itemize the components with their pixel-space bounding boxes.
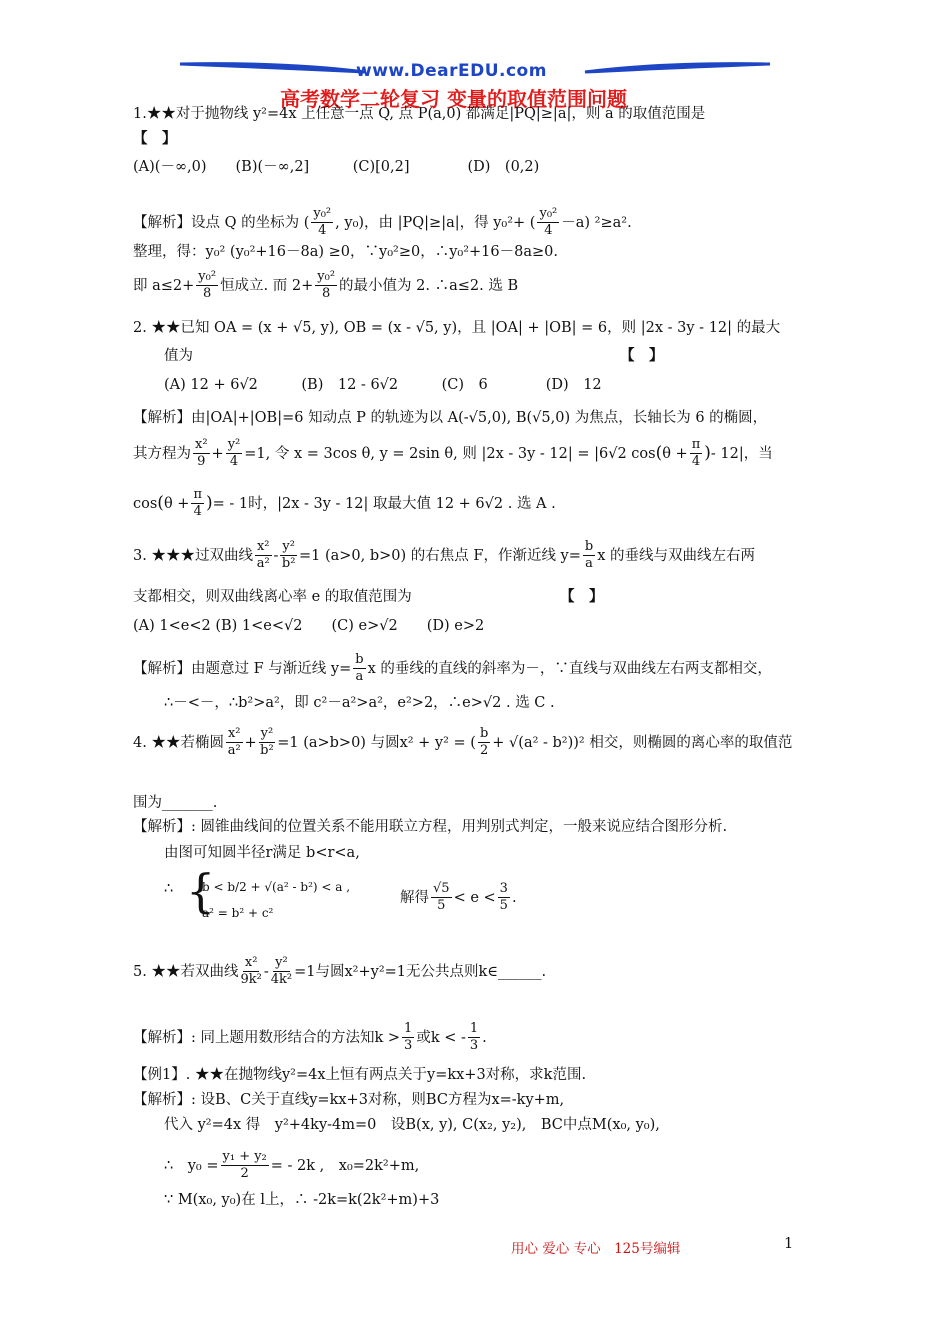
q5-frac-x2-9k2 — [240, 956, 261, 988]
q5-k-lt: k < - — [430, 1029, 466, 1046]
frac-num: b — [478, 727, 490, 743]
frac-den: 4 — [193, 504, 202, 520]
q5-k-gt: k > — [374, 1029, 401, 1046]
frac-den: a — [355, 669, 364, 685]
q2-sol2-c: - 12|，当 — [710, 445, 773, 462]
frac-den: 4 — [229, 454, 239, 470]
q3-stem-a: 3. ★★★过双曲线 — [133, 547, 253, 564]
frac-den: 3 — [469, 1038, 479, 1054]
page-number: 1 — [784, 1236, 794, 1252]
frac-num: y² — [280, 540, 297, 556]
frac-num: x² — [226, 727, 243, 743]
q1-sol-a: 【解析】设点 Q 的坐标为 ( — [133, 214, 310, 231]
q4-therefore: ∴ — [164, 881, 174, 897]
q4-stem-c: x² + y² = ( — [399, 734, 476, 751]
frac-num: b — [353, 653, 365, 669]
q2-theta: θ + — [662, 445, 688, 462]
q5-stem: 5. ★★若双曲线 $\frac{\text{x²}}{\text{9k²}}$ - $\frac{\text{y²}}{\text{4k²}}$ =1与圆x²+y²=1无公共点则k∈______. — [133, 955, 547, 988]
q2-frac-x2-9 — [193, 438, 210, 470]
frac-num: y² — [259, 727, 276, 743]
q1-stem: 1.★★对于抛物线 y²=4x 上任意一点 Q, 点 P(a,0) 都满足|PQ|≥|a|，则 a 的取值范围是 — [133, 106, 706, 122]
page-title: 高考数学二轮复习 变量的取值范围问题 — [280, 87, 627, 111]
frac-den: 9 — [197, 454, 206, 470]
q5-frac-1-3-b — [468, 1022, 480, 1054]
frac-den: b² — [281, 556, 296, 572]
frac-num: 1 — [468, 1022, 480, 1038]
q1-sol-b: , y₀)，由 |PQ|≥|a|，得 y₀²+ ( — [335, 214, 536, 231]
ex1-solution-line3 — [164, 1150, 419, 1182]
q4-stem-a: 4. ★★若椭圆 — [133, 734, 224, 751]
q3-stem-b: =1 (a>0, b>0) 的右焦点 F，作渐近线 y= — [298, 547, 581, 564]
q5-stem-b: 与圆x²+y²=1无公共点则k∈______. — [315, 963, 547, 980]
frac-den: 4 — [691, 454, 701, 470]
ex1-sol3-a: ∴ y₀ = — [164, 1157, 219, 1174]
q5-sol-c: . — [482, 1029, 487, 1046]
q4-system-eq2: a² = b² + c² — [202, 906, 274, 920]
frac-num: 1 — [402, 1022, 414, 1038]
frac-num: y₀² — [315, 270, 337, 286]
q2-stem: 2. ★★已知 OA = (x + √5, y), OB = (x - √5, y)，且 |OA| + |OB| = 6，则 |2x - 3y - 12| 的最大 — [133, 320, 781, 336]
q3-stem: 3. ★★★过双曲线 $\frac{\text{x²}}{\text{a²}}$ - $\frac{\text{y²}}{\text{b²}}$ =1 (a>0, b>0) 的右焦点 F，作渐近线 y= $\frac{b}{a}$ x 的垂线与双曲线左右两 — [133, 539, 756, 572]
q1-frac-y0sq-4 — [311, 207, 333, 239]
q5-frac-y2-4k2 — [271, 956, 292, 988]
frac-num: x² — [193, 438, 210, 454]
q1-frac-y0sq-8 — [196, 270, 218, 302]
q4-stem-d: + √(a² - b²))² 相交，则椭圆的离心率的取值范 — [492, 734, 793, 751]
frac-den: 2 — [240, 1166, 249, 1182]
q4-frac-x2-a2 — [226, 727, 243, 759]
swoosh-left — [180, 64, 365, 72]
ex1-frac-y1y2-2 — [221, 1150, 269, 1182]
q2-sol3-b: = - 1时，|2x - 3y - 12| 取最大值 12 + 6√2 . 选 A . — [212, 495, 556, 512]
q2-solution-line1: 【解析】由|OA|+|OB|=6 知动点 P 的轨迹为以 A(-√5,0), B(√5,0) 为焦点，长轴长为 6 的椭圆， — [133, 410, 768, 426]
q2-solution-line3: cos(θ + $\frac{\pi}{4}$ )= - 1时，|2x - 3y - 12| 取最大值 12 + 6√2 . 选 A . — [133, 487, 556, 520]
frac-num: √5 — [431, 882, 452, 898]
ex1-solution-line1: 【解析】: 设B、C关于直线y=kx+3对称，则BC方程为x=-ky+m, — [133, 1092, 565, 1108]
q3-frac-x2-a2 — [255, 540, 272, 572]
q4-stem: 4. ★★若椭圆 $\frac{\text{x²}}{\text{a²}}$ + $\frac{\text{y²}}{\text{b²}}$ =1 (a>b>0) 与圆x² + y² = ( $\frac{b}{2}$ + √(a² - b²))² 相交，则椭圆的离心率的取值范 — [133, 726, 793, 759]
q3-sol1-a: 【解析】由题意过 F 与渐近线 y= — [133, 660, 352, 677]
ex1-solution-line4: ∵ M(x₀, y₀)在 l上，∴ -2k=k(2k²+m)+3 — [164, 1192, 440, 1208]
frac-den: 4k² — [270, 972, 293, 988]
frac-num: y₀² — [196, 270, 218, 286]
q5-stem-a: 5. ★★若双曲线 — [133, 963, 239, 980]
ex1-stem: 【例1】. ★★在抛物线y²=4x上恒有两点关于y=kx+3对称，求k范围. — [133, 1067, 587, 1083]
frac-den: 8 — [203, 286, 212, 302]
q2-stem-2: 值为 — [164, 348, 193, 364]
q1-bracket: 【 】 — [133, 130, 177, 147]
q3-solution-line2: ∴－<－，∴b²>a²，即 c²－a²>a²，e²>2，∴e>√2 . 选 C . — [164, 695, 555, 711]
frac-den: a — [585, 556, 593, 572]
frac-num: y₀² — [311, 207, 333, 223]
q3-frac-b-a — [583, 540, 595, 572]
site-logo-text[interactable]: www.DearEDU.com — [356, 61, 547, 81]
q4-system-brace: { — [186, 864, 216, 918]
q1-options: (A)(－∞,0) (B)(－∞,2] (C)[0,2] (D) (0,2) — [133, 159, 540, 175]
q5-eq1: =1 — [294, 963, 316, 980]
q1-sol3-b: 恒成立. 而 2+ — [220, 277, 314, 294]
frac-den: 4 — [544, 223, 553, 239]
q4-frac-y2-b2 — [259, 727, 276, 759]
q3-options: (A) 1<e<2 (B) 1<e<√2 (C) e>√2 (D) e>2 — [133, 618, 485, 634]
q4-solution-line2: 由图可知圆半径r满足 b<r<a, — [164, 845, 360, 861]
frac-num: x² — [255, 540, 272, 556]
frac-den: 5 — [437, 898, 446, 914]
frac-num: y² — [226, 438, 243, 454]
frac-den: 9k² — [240, 972, 262, 988]
q3-frac-y2-b2 — [280, 540, 297, 572]
q5-sol-a: 【解析】: 同上题用数形结合的方法知 — [133, 1029, 375, 1046]
q1-sol3-a: 即 a≤2+ — [133, 277, 195, 294]
frac-den: 3 — [404, 1038, 413, 1054]
frac-num: x² — [243, 956, 260, 972]
q5-frac-1-3 — [402, 1022, 414, 1054]
q3-frac-b-a-2 — [353, 653, 365, 685]
footer-slogan: 用心 爱心 专心 125号编辑 — [511, 1241, 681, 1257]
q2-sol2-a: 其方程为 — [133, 445, 191, 462]
q2-theta-2: θ + — [163, 495, 190, 512]
q2-frac-pi-4-b — [191, 488, 204, 520]
frac-den: a² — [227, 743, 241, 759]
q1-solution-line1 — [133, 207, 632, 239]
q3-solution-line1 — [133, 653, 772, 685]
q4-solution-line1: 【解析】: 圆锥曲线间的位置关系不能用联立方程，用判别式判定，一般来说应结合图形分析. — [133, 819, 728, 835]
frac-den: b² — [260, 743, 274, 759]
ex1-solution-line2: 代入 y²=4x 得 y²+4ky-4m=0 设B(x, y), C(x₂, y₂), BC中点M(x₀, y₀), — [164, 1117, 660, 1133]
q4-ans-mid: < e < — [453, 889, 496, 906]
q5-solution — [133, 1022, 487, 1054]
q2-sol2-b: =1, 令 x = 3cos θ, y = 2sin θ, 则 |2x - 3y - 12| = |6√2 cos — [244, 445, 656, 462]
q2-solution-line2: 其方程为 $\frac{\text{x²}}{9}$ + $\frac{\text{y²}}{4}$ =1, 令 x = 3cos θ, y = 2sin θ, 则 |2x - 3y - 12| = |6√2 cos(θ + $\frac{\pi}{4}$ )- 12|，当 — [133, 437, 773, 470]
q3-stem-c: x 的垂线与双曲线左右两 — [597, 547, 756, 564]
q2-frac-y2-4 — [226, 438, 243, 470]
q1-solution-line2: 整理，得：y₀² (y₀²+16－8a) ≥0，∵y₀²≥0，∴y₀²+16－8a≥0. — [133, 244, 558, 260]
frac-num: y₀² — [537, 207, 559, 223]
frac-den: 8 — [322, 286, 331, 302]
q4-stem-2: 围为_______. — [133, 795, 218, 811]
q2-options: (A) 12 + 6√2 (B) 12 - 6√2 (C) 6 (D) 12 — [164, 377, 602, 393]
ex1-sol3-b: = - 2k , x₀=2k²+m, — [270, 1157, 420, 1174]
swoosh-right — [585, 64, 770, 72]
q2-bracket: 【 】 — [620, 347, 664, 364]
q5-sol-b: 或 — [416, 1029, 431, 1046]
q4-frac-3-5 — [498, 882, 510, 914]
q3-sol1-b: x 的垂线的直线的斜率为－，∵直线与双曲线左右两支都相交， — [367, 660, 772, 677]
frac-num: y₁ + y₂ — [221, 1150, 269, 1166]
frac-num: y² — [273, 956, 290, 972]
q1-sol3-c: 的最小值为 2. ∴a≤2. 选 B — [339, 277, 519, 294]
q1-solution-line3 — [133, 270, 518, 302]
frac-num: π — [191, 488, 204, 504]
q3-bracket: 【 】 — [560, 588, 604, 605]
q1-sol-c: －a) ²≥a². — [561, 214, 632, 231]
frac-num: π — [690, 438, 703, 454]
frac-den: a² — [256, 556, 270, 572]
q4-frac-sqrt5-5 — [431, 882, 452, 914]
q4-sol3: 解得 — [400, 889, 429, 906]
q2-frac-pi-4 — [690, 438, 703, 470]
frac-num: 3 — [498, 882, 510, 898]
q3-stem-2: 支都相交，则双曲线离心率 e 的取值范围为 — [133, 589, 412, 605]
q2-sol3-a: cos — [133, 495, 158, 512]
frac-num: b — [583, 540, 595, 556]
q4-stem-b: =1 (a>b>0) 与圆 — [277, 734, 400, 751]
q4-frac-b-2: $\frac{b}{2}$ — [479, 726, 489, 759]
frac-den: 5 — [499, 898, 508, 914]
q4-solve: 解得 $\frac{√5}{5}$ < e < $\frac{3}{5}$ . — [400, 881, 517, 914]
q4-system-eq1: b < b/2 + √(a² - b²) < a , — [202, 880, 351, 894]
q1-frac-y0sq-8-b — [315, 270, 337, 302]
q1-frac-y0sq-4-b — [537, 207, 559, 239]
frac-den: 4 — [318, 223, 327, 239]
